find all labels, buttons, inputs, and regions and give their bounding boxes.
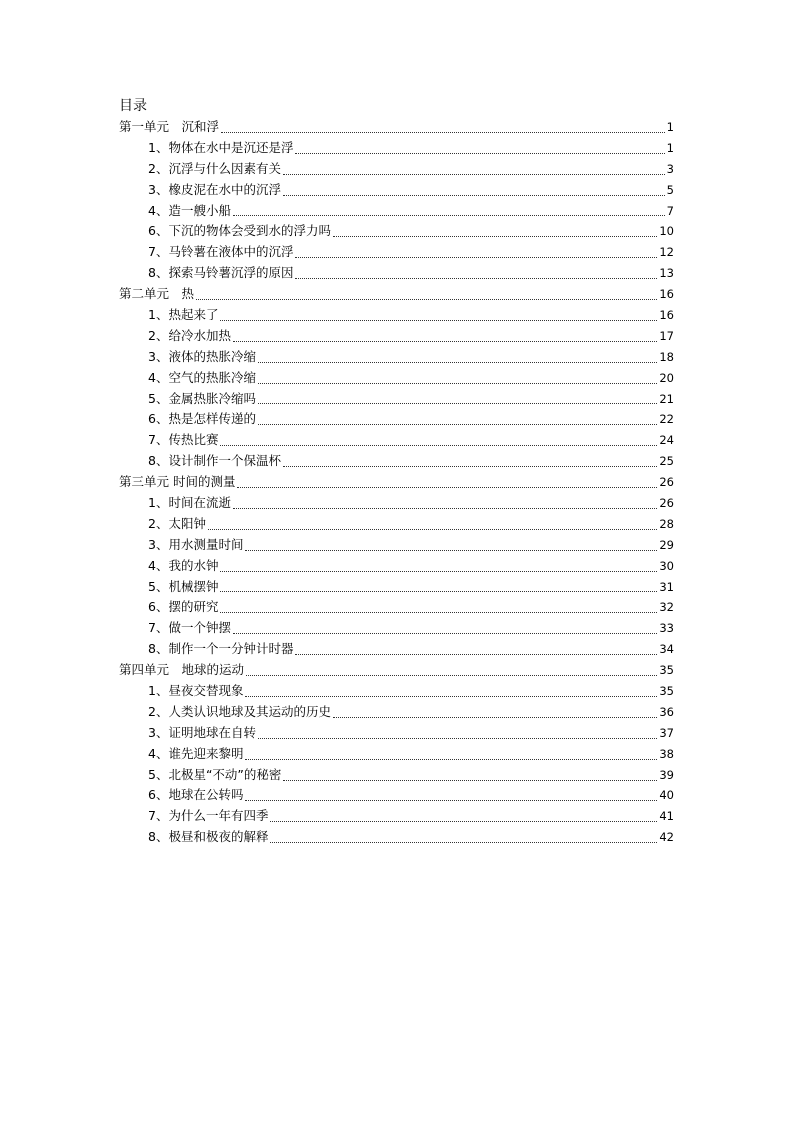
- toc-page-number: 1: [666, 119, 674, 134]
- toc-page-number: 3: [666, 161, 674, 176]
- toc-lesson-entry[interactable]: [119, 765, 674, 786]
- toc-page-number: 21: [659, 391, 674, 406]
- toc-entry-label: 4、空气的热胀冷缩: [148, 369, 256, 385]
- toc-page-number: 16: [659, 287, 674, 302]
- toc-lesson-entry[interactable]: [119, 702, 674, 723]
- toc-page-number: 1: [666, 140, 674, 155]
- toc-entry-label: 7、为什么一年有四季: [148, 808, 269, 824]
- toc-lesson-entry[interactable]: [119, 827, 674, 848]
- toc-lesson-entry[interactable]: [119, 556, 674, 577]
- toc-page-number: 28: [659, 516, 674, 531]
- toc-entry-label: 3、液体的热胀冷缩: [148, 348, 256, 364]
- toc-entry-label: 6、热是怎样传递的: [148, 411, 256, 427]
- toc-dot-leader: [295, 277, 657, 279]
- toc-lesson-entry[interactable]: [119, 681, 674, 702]
- toc-dot-leader: [245, 695, 657, 697]
- toc-lesson-entry[interactable]: [119, 786, 674, 807]
- toc-dot-leader: [270, 841, 657, 843]
- toc-page-number: 10: [659, 224, 674, 239]
- toc-lesson-entry[interactable]: [119, 451, 674, 472]
- toc-lesson-entry[interactable]: [119, 744, 674, 765]
- toc-lesson-entry[interactable]: [119, 180, 674, 201]
- toc-entry-label: 4、我的水钟: [148, 557, 219, 573]
- toc-entry-label: 4、造一艘小船: [148, 202, 231, 218]
- toc-entry-label: 第四单元 地球的运动: [119, 662, 245, 678]
- toc-entry-label: 1、昼夜交替现象: [148, 683, 244, 699]
- toc-lesson-entry[interactable]: [119, 639, 674, 660]
- toc-lesson-entry[interactable]: [119, 723, 674, 744]
- toc-page-number: 26: [659, 475, 674, 490]
- toc-dot-leader: [237, 486, 657, 488]
- toc-entry-label: 第三单元 时间的测量: [119, 474, 236, 490]
- toc-page-number: 5: [666, 182, 674, 197]
- toc-unit-entry[interactable]: [119, 284, 674, 305]
- toc-page-number: 35: [659, 684, 674, 699]
- toc-entry-label: 1、时间在流逝: [148, 495, 231, 511]
- toc-dot-leader: [196, 298, 657, 300]
- toc-lesson-entry[interactable]: [119, 430, 674, 451]
- toc-page-number: 7: [666, 203, 674, 218]
- toc-dot-leader: [233, 214, 665, 216]
- toc-lesson-entry[interactable]: [119, 409, 674, 430]
- toc-title: 目录: [119, 98, 147, 114]
- toc-lesson-entry[interactable]: [119, 263, 674, 284]
- toc-dot-leader: [283, 465, 657, 467]
- toc-dot-leader: [283, 779, 657, 781]
- toc-dot-leader: [233, 507, 657, 509]
- toc-dot-leader: [245, 758, 657, 760]
- toc-lesson-entry[interactable]: [119, 201, 674, 222]
- toc-page-number: 17: [659, 328, 674, 343]
- toc-entry-label: 4、谁先迎来黎明: [148, 745, 244, 761]
- toc-lesson-entry[interactable]: [119, 305, 674, 326]
- toc-dot-leader: [258, 423, 657, 425]
- toc-entry-label: 2、太阳钟: [148, 515, 206, 531]
- toc-page-number: 36: [659, 704, 674, 719]
- toc-page-number: 38: [659, 746, 674, 761]
- toc-dot-leader: [258, 361, 657, 363]
- toc-lesson-entry[interactable]: [119, 577, 674, 598]
- toc-page-number: 30: [659, 558, 674, 573]
- toc-entry-label: 3、用水测量时间: [148, 536, 244, 552]
- toc-dot-leader: [245, 799, 657, 801]
- toc-lesson-entry[interactable]: [119, 326, 674, 347]
- toc-dot-leader: [220, 590, 657, 592]
- toc-entry-label: 第一单元 沉和浮: [119, 118, 220, 134]
- toc-dot-leader: [233, 632, 657, 634]
- toc-unit-entry[interactable]: [119, 472, 674, 493]
- toc-entry-label: 1、物体在水中是沉还是浮: [148, 139, 294, 155]
- toc-dot-leader: [233, 340, 657, 342]
- toc-entry-label: 5、机械摆钟: [148, 578, 219, 594]
- toc-dot-leader: [283, 194, 665, 196]
- toc-dot-leader: [283, 173, 665, 175]
- toc-page-number: 24: [659, 433, 674, 448]
- toc-entry-label: 第二单元 热: [119, 286, 195, 302]
- toc-dot-leader: [295, 653, 657, 655]
- toc-page-number: 26: [659, 496, 674, 511]
- toc-dot-leader: [258, 737, 657, 739]
- toc-lesson-entry[interactable]: [119, 347, 674, 368]
- toc-page-number: 39: [659, 767, 674, 782]
- toc-entry-label: 3、橡皮泥在水中的沉浮: [148, 181, 281, 197]
- toc-dot-leader: [333, 716, 657, 718]
- toc-lesson-entry[interactable]: [119, 493, 674, 514]
- toc-dot-leader: [258, 382, 657, 384]
- toc-page-number: 25: [659, 454, 674, 469]
- toc-dot-leader: [295, 256, 657, 258]
- toc-entry-label: 5、北极星“不动”的秘密: [148, 766, 282, 782]
- toc-entry-label: 1、热起来了: [148, 307, 219, 322]
- toc-entry-label: 6、摆的研究: [148, 599, 219, 615]
- toc-lesson-entry[interactable]: [119, 618, 674, 639]
- toc-page-number: 32: [659, 600, 674, 615]
- toc-dot-leader: [258, 402, 657, 404]
- toc-lesson-entry[interactable]: [119, 221, 674, 242]
- toc-page-number: 40: [659, 788, 674, 803]
- toc-dot-leader: [220, 611, 657, 613]
- toc-entry-label: 7、做一个钟摆: [148, 620, 231, 636]
- toc-lesson-entry[interactable]: [119, 389, 674, 410]
- toc-page-number: 35: [659, 663, 674, 678]
- toc-lesson-entry[interactable]: [119, 242, 674, 263]
- toc-page-number: 16: [659, 308, 674, 322]
- toc-dot-leader: [295, 152, 664, 154]
- toc-entry-label: 5、金属热胀冷缩吗: [148, 390, 256, 406]
- toc-dot-leader: [246, 674, 657, 676]
- toc-unit-entry[interactable]: [119, 117, 674, 138]
- toc-entry-label: 8、设计制作一个保温杯: [148, 453, 281, 469]
- toc-lesson-entry[interactable]: [119, 159, 674, 180]
- toc-dot-leader: [245, 549, 657, 551]
- toc-page-number: 13: [659, 266, 674, 281]
- toc-page-number: 34: [659, 642, 674, 657]
- toc-dot-leader: [220, 444, 657, 446]
- toc-page-number: 41: [659, 809, 674, 824]
- toc-entry-label: 2、沉浮与什么因素有关: [148, 160, 281, 176]
- toc-page-number: 31: [659, 579, 674, 594]
- toc-page-number: 42: [659, 830, 674, 845]
- toc-dot-leader: [333, 235, 657, 237]
- toc-page-number: 29: [659, 537, 674, 552]
- toc-entry-label: 3、证明地球在自转: [148, 724, 256, 740]
- toc-lesson-entry[interactable]: [119, 597, 674, 618]
- toc-page-number: 37: [659, 725, 674, 740]
- toc-entry-label: 6、地球在公转吗: [148, 787, 244, 803]
- toc-entry-label: 8、制作一个一分钟计时器: [148, 641, 294, 657]
- toc-lesson-entry[interactable]: [119, 806, 674, 827]
- toc-lesson-entry[interactable]: [119, 535, 674, 556]
- toc-lesson-entry[interactable]: [119, 368, 674, 389]
- toc-page-number: 20: [659, 370, 674, 385]
- toc-page-number: 12: [659, 245, 674, 260]
- toc-entry-label: 7、传热比赛: [148, 432, 219, 448]
- toc-dot-leader: [220, 319, 657, 321]
- toc-page-number: 18: [659, 349, 674, 364]
- toc-lesson-entry[interactable]: [119, 138, 674, 159]
- toc-dot-leader: [270, 820, 657, 822]
- toc-list: [119, 117, 674, 848]
- toc-unit-entry[interactable]: [119, 660, 674, 681]
- toc-entry-label: 8、极昼和极夜的解释: [148, 829, 269, 845]
- toc-entry-label: 6、下沉的物体会受到水的浮力吗: [148, 223, 331, 239]
- toc-dot-leader: [221, 131, 665, 133]
- table-of-contents: [119, 96, 674, 848]
- toc-entry-label: 8、探索马铃薯沉浮的原因: [148, 265, 294, 281]
- toc-entry-label: 2、给冷水加热: [148, 327, 231, 343]
- toc-entry-label: 7、马铃薯在液体中的沉浮: [148, 244, 294, 260]
- toc-page-number: 22: [659, 412, 674, 427]
- toc-dot-leader: [208, 528, 657, 530]
- toc-entry-label: 2、人类认识地球及其运动的历史: [148, 703, 331, 719]
- toc-lesson-entry[interactable]: [119, 514, 674, 535]
- toc-page-number: 33: [659, 621, 674, 636]
- toc-dot-leader: [220, 570, 657, 572]
